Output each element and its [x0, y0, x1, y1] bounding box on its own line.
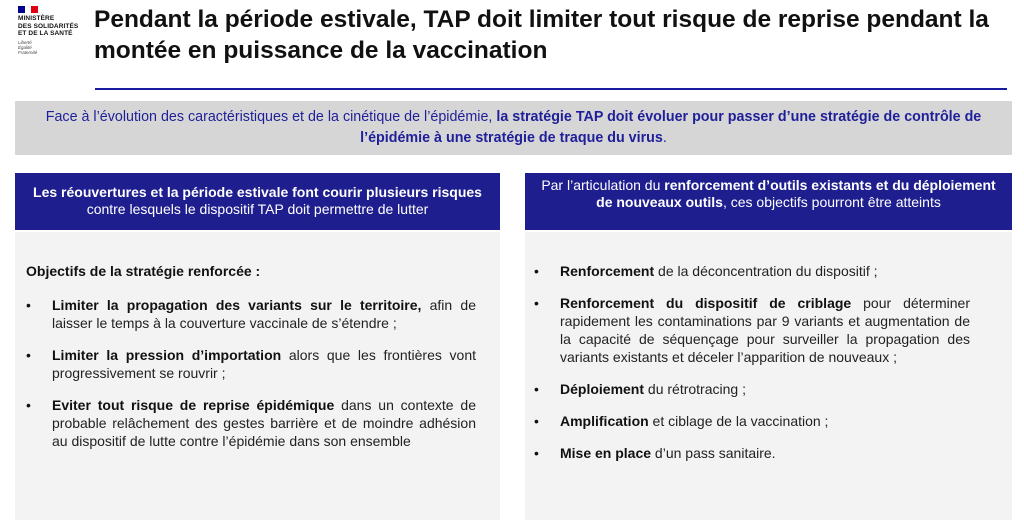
flag-white-stripe — [25, 6, 32, 13]
tools-header-bold: renforcement d’outils existants et du déploiement de nouveaux outils — [596, 177, 996, 210]
item-bold: Limiter la pression d’importation — [52, 347, 282, 363]
item-text: et ciblage de la vaccination ; — [648, 413, 829, 429]
item-bold: Eviter tout risque de reprise épidémique — [52, 397, 335, 413]
ministry-logo — [18, 6, 90, 62]
risks-header-text: contre lesquels le dispositif TAP doit permettre de lutter — [86, 201, 429, 217]
ministry-name-line: MINISTÈRE — [18, 15, 55, 22]
item-text: de la déconcentration du dispositif ; — [654, 263, 878, 279]
item-text: afin de laisser le temps à la couverture vaccinale de s’étendre ; — [52, 297, 476, 331]
list-item — [534, 412, 970, 430]
banner-text-bold: la stratégie TAP doit évoluer pour passer d’une stratégie de contrôle de l’épidémie à une stratégie de traque du virus — [360, 109, 982, 146]
risks-header — [15, 173, 500, 230]
tools-list — [534, 262, 970, 476]
item-bold: Déploiement — [560, 381, 645, 397]
risks-header-bold: Les réouvertures et la période estivale font courir plusieurs risques — [33, 184, 482, 200]
objectives-list — [26, 296, 476, 464]
list-item — [26, 396, 476, 450]
tools-header — [525, 173, 1012, 230]
list-item — [534, 294, 970, 366]
french-flag-icon — [18, 6, 38, 13]
item-bold: Renforcement du dispositif de criblage — [560, 295, 852, 311]
list-item — [534, 444, 970, 462]
motto-line: Liberté — [18, 39, 32, 45]
title-divider — [95, 88, 1007, 90]
list-item — [534, 380, 970, 398]
list-item — [26, 346, 476, 382]
flag-blue-stripe — [18, 6, 25, 13]
list-item — [26, 296, 476, 332]
republic-motto — [18, 40, 90, 55]
item-text: d’un pass sanitaire. — [651, 445, 776, 461]
item-bold: Amplification — [560, 413, 649, 429]
ministry-name-line: DES SOLIDARITÉS — [18, 22, 79, 30]
item-text: pour déterminer rapidement les contaminations par 9 variants et augmentation de la capacité de séquençage pour surveiller la propagation des variants existants et déceler l’apparition de nouveaux ; — [560, 295, 970, 365]
item-text: du rétrotracing ; — [644, 381, 746, 397]
ministry-name-line: ET DE LA SANTÉ — [18, 30, 73, 37]
item-bold: Limiter la propagation des variants sur le territoire, — [52, 297, 422, 313]
strategy-banner — [15, 101, 1012, 155]
item-bold: Renforcement — [560, 263, 655, 279]
ministry-name — [18, 15, 90, 38]
flag-red-stripe — [31, 6, 38, 13]
banner-text: Face à l’évolution des caractéristiques et de la cinétique de l’épidémie, — [45, 109, 497, 125]
item-text: alors que les frontières vont progressivement se rouvrir ; — [52, 347, 477, 381]
motto-line: Fraternité — [18, 49, 38, 55]
objectives-label: Objectifs de la stratégie renforcée : — [26, 263, 261, 279]
tools-header-text-end: , ces objectifs pourront être atteints — [722, 194, 941, 210]
banner-text-end: . — [662, 130, 667, 146]
tools-header-text: Par l’articulation du — [541, 177, 665, 193]
list-item — [534, 262, 970, 280]
item-text: dans un contexte de probable relâchement des gestes barrière et de moindre adhésion au dispositif de lutte contre l’épidémie dans son ensemble — [52, 397, 476, 449]
item-bold: Mise en place — [560, 445, 652, 461]
motto-line: Égalité — [18, 44, 32, 50]
slide-title: Pendant la période estivale, TAP doit limiter tout risque de reprise pendant la montée en puissance de la vaccination — [94, 6, 989, 64]
